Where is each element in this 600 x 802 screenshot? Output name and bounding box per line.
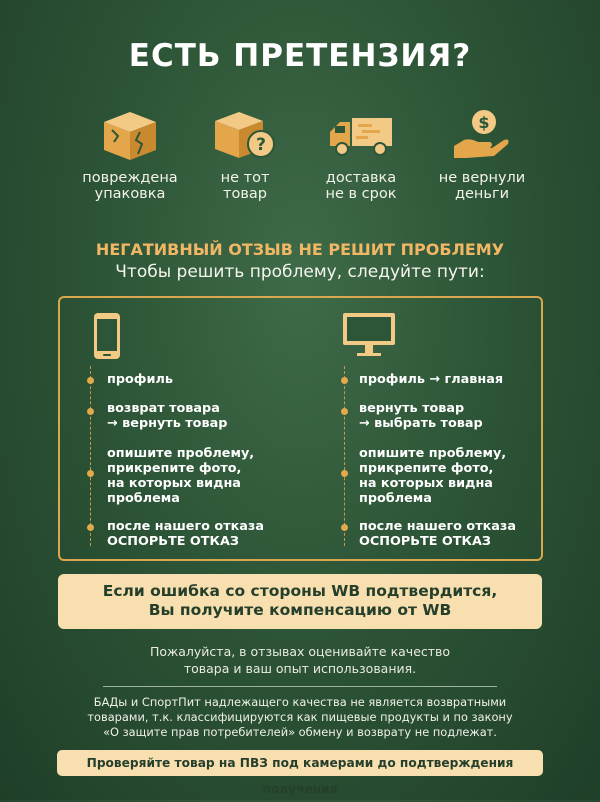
mobile-step-1: профиль [107,372,173,387]
instructions-box [58,296,543,561]
compensation-banner: Если ошибка со стороны WB подтвердится, Вы получите компенсацию от WB [58,574,542,629]
money-hand-icon [452,108,512,162]
mobile-step-4: после нашего отказа ОСПОРЬТЕ ОТКАЗ [107,519,265,549]
svg-text:?: ? [256,135,266,155]
box-question-icon [213,108,277,162]
damaged-box-icon [100,108,160,162]
mobile-step-2: возврат товара → вернуть товар [107,401,228,431]
divider [103,686,497,687]
desktop-monitor-icon [342,312,396,358]
issue-wrong-item: ? не тот товар [185,108,305,202]
smartphone-icon [92,312,122,360]
desktop-step-4: после нашего отказа ОСПОРЬТЕ ОТКАЗ [359,519,517,549]
instructions-subtitle: Чтобы решить проблему, следуйте пути: [115,262,485,282]
page-title: ЕСТЬ ПРЕТЕНЗИЯ? [128,38,472,74]
issue-damaged-package: повреждена упаковка [70,108,190,202]
check-item-note: Проверяйте товар на ПВЗ под камерами до подтверждения получения [57,750,543,776]
mobile-step-3: опишите проблему, прикрепите фото, на которых видна проблема [107,446,255,506]
issue-money-not-returned: $ не вернули деньги [422,108,542,202]
desktop-step-3: опишите проблему, прикрепите фото, на которых видна проблема [359,446,507,506]
desktop-step-2: вернуть товар → выбрать товар [359,401,483,431]
review-note: Пожалуйста, в отзывах оценивайте качество товара и ваш опыт использования. [149,644,451,676]
delivery-truck-icon [326,108,396,162]
legal-disclaimer: БАДы и СпортПит надлежащего качества не является возвратными товарами, т.к. классифицируются как пищевые продукты и по закону «О защите прав потребителей» обмену и возврату не подлежат. [87,695,513,739]
issue-late-delivery: доставка не в срок [301,108,421,202]
svg-text:$: $ [478,113,490,132]
warning-heading: НЕГАТИВНЫЙ ОТЗЫВ НЕ РЕШИТ ПРОБЛЕМУ [95,240,505,259]
desktop-step-1: профиль → главная [359,372,504,387]
